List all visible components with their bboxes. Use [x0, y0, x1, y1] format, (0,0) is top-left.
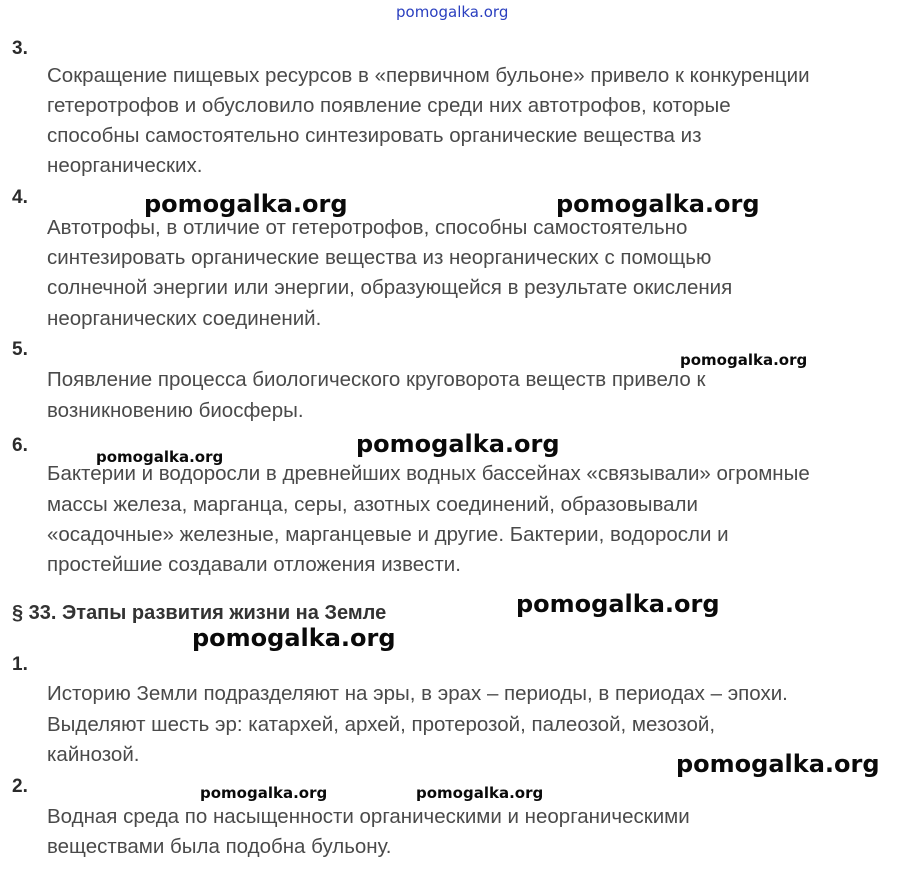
item-text-line: Водная среда по насыщенности органическими и неорганическими: [47, 805, 690, 828]
item-text-line: Выделяют шесть эр: катархей, архей, протерозой, палеозой, мезозой,: [47, 713, 716, 736]
item-text-line: солнечной энергии или энергии, образующейся в результате окисления: [47, 276, 733, 299]
watermark: pomogalka.org: [556, 190, 760, 218]
item-text-line: простейшие создавали отложения извести.: [47, 553, 461, 576]
watermark: pomogalka.org: [144, 190, 348, 218]
watermark: pomogalka.org: [516, 590, 720, 618]
item-text-line: Автотрофы, в отличие от гетеротрофов, способны самостоятельно: [47, 216, 688, 239]
watermark: pomogalka.org: [96, 448, 224, 466]
item-text-line: гетеротрофов и обусловило появление среди них автотрофов, которые: [47, 94, 731, 117]
item-text-line: синтезировать органические вещества из неорганических с помощью: [47, 246, 712, 269]
watermark: pomogalka.org: [200, 784, 328, 802]
section-heading: § 33. Этапы развития жизни на Земле: [12, 602, 387, 624]
watermark-top: pomogalka.org: [396, 3, 509, 21]
watermark: pomogalka.org: [356, 430, 560, 458]
item-text-line: «осадочные» железные, марганцевые и другие. Бактерии, водоросли и: [47, 523, 729, 546]
item-text-line: Бактерии и водоросли в древнейших водных бассейнах «связывали» огромные: [47, 462, 810, 485]
item-text-line: неорганических соединений.: [47, 307, 322, 330]
item-number: 3.: [12, 38, 28, 59]
watermark: pomogalka.org: [680, 351, 808, 369]
watermark: pomogalka.org: [676, 750, 880, 778]
item-number: 1.: [12, 654, 28, 675]
item-text-line: массы железа, марганца, серы, азотных соединений, образовывали: [47, 493, 698, 516]
item-text-line: способны самостоятельно синтезировать органические вещества из: [47, 124, 702, 147]
item-text-line: Историю Земли подразделяют на эры, в эрах – периоды, в периодах – эпохи.: [47, 682, 788, 705]
item-text-line: веществами была подобна бульону.: [47, 835, 392, 858]
item-number: 6.: [12, 435, 28, 456]
item-text-line: неорганических.: [47, 154, 203, 177]
item-text-line: кайнозой.: [47, 743, 140, 766]
item-text-line: Сокращение пищевых ресурсов в «первичном бульоне» привело к конкуренции: [47, 64, 810, 87]
item-text-line: Появление процесса биологического круговорота веществ привело к: [47, 368, 706, 391]
item-number: 5.: [12, 339, 28, 360]
item-text-line: возникновению биосферы.: [47, 399, 304, 422]
watermark: pomogalka.org: [192, 624, 396, 652]
item-number: 4.: [12, 187, 28, 208]
item-number: 2.: [12, 776, 28, 797]
watermark: pomogalka.org: [416, 784, 544, 802]
